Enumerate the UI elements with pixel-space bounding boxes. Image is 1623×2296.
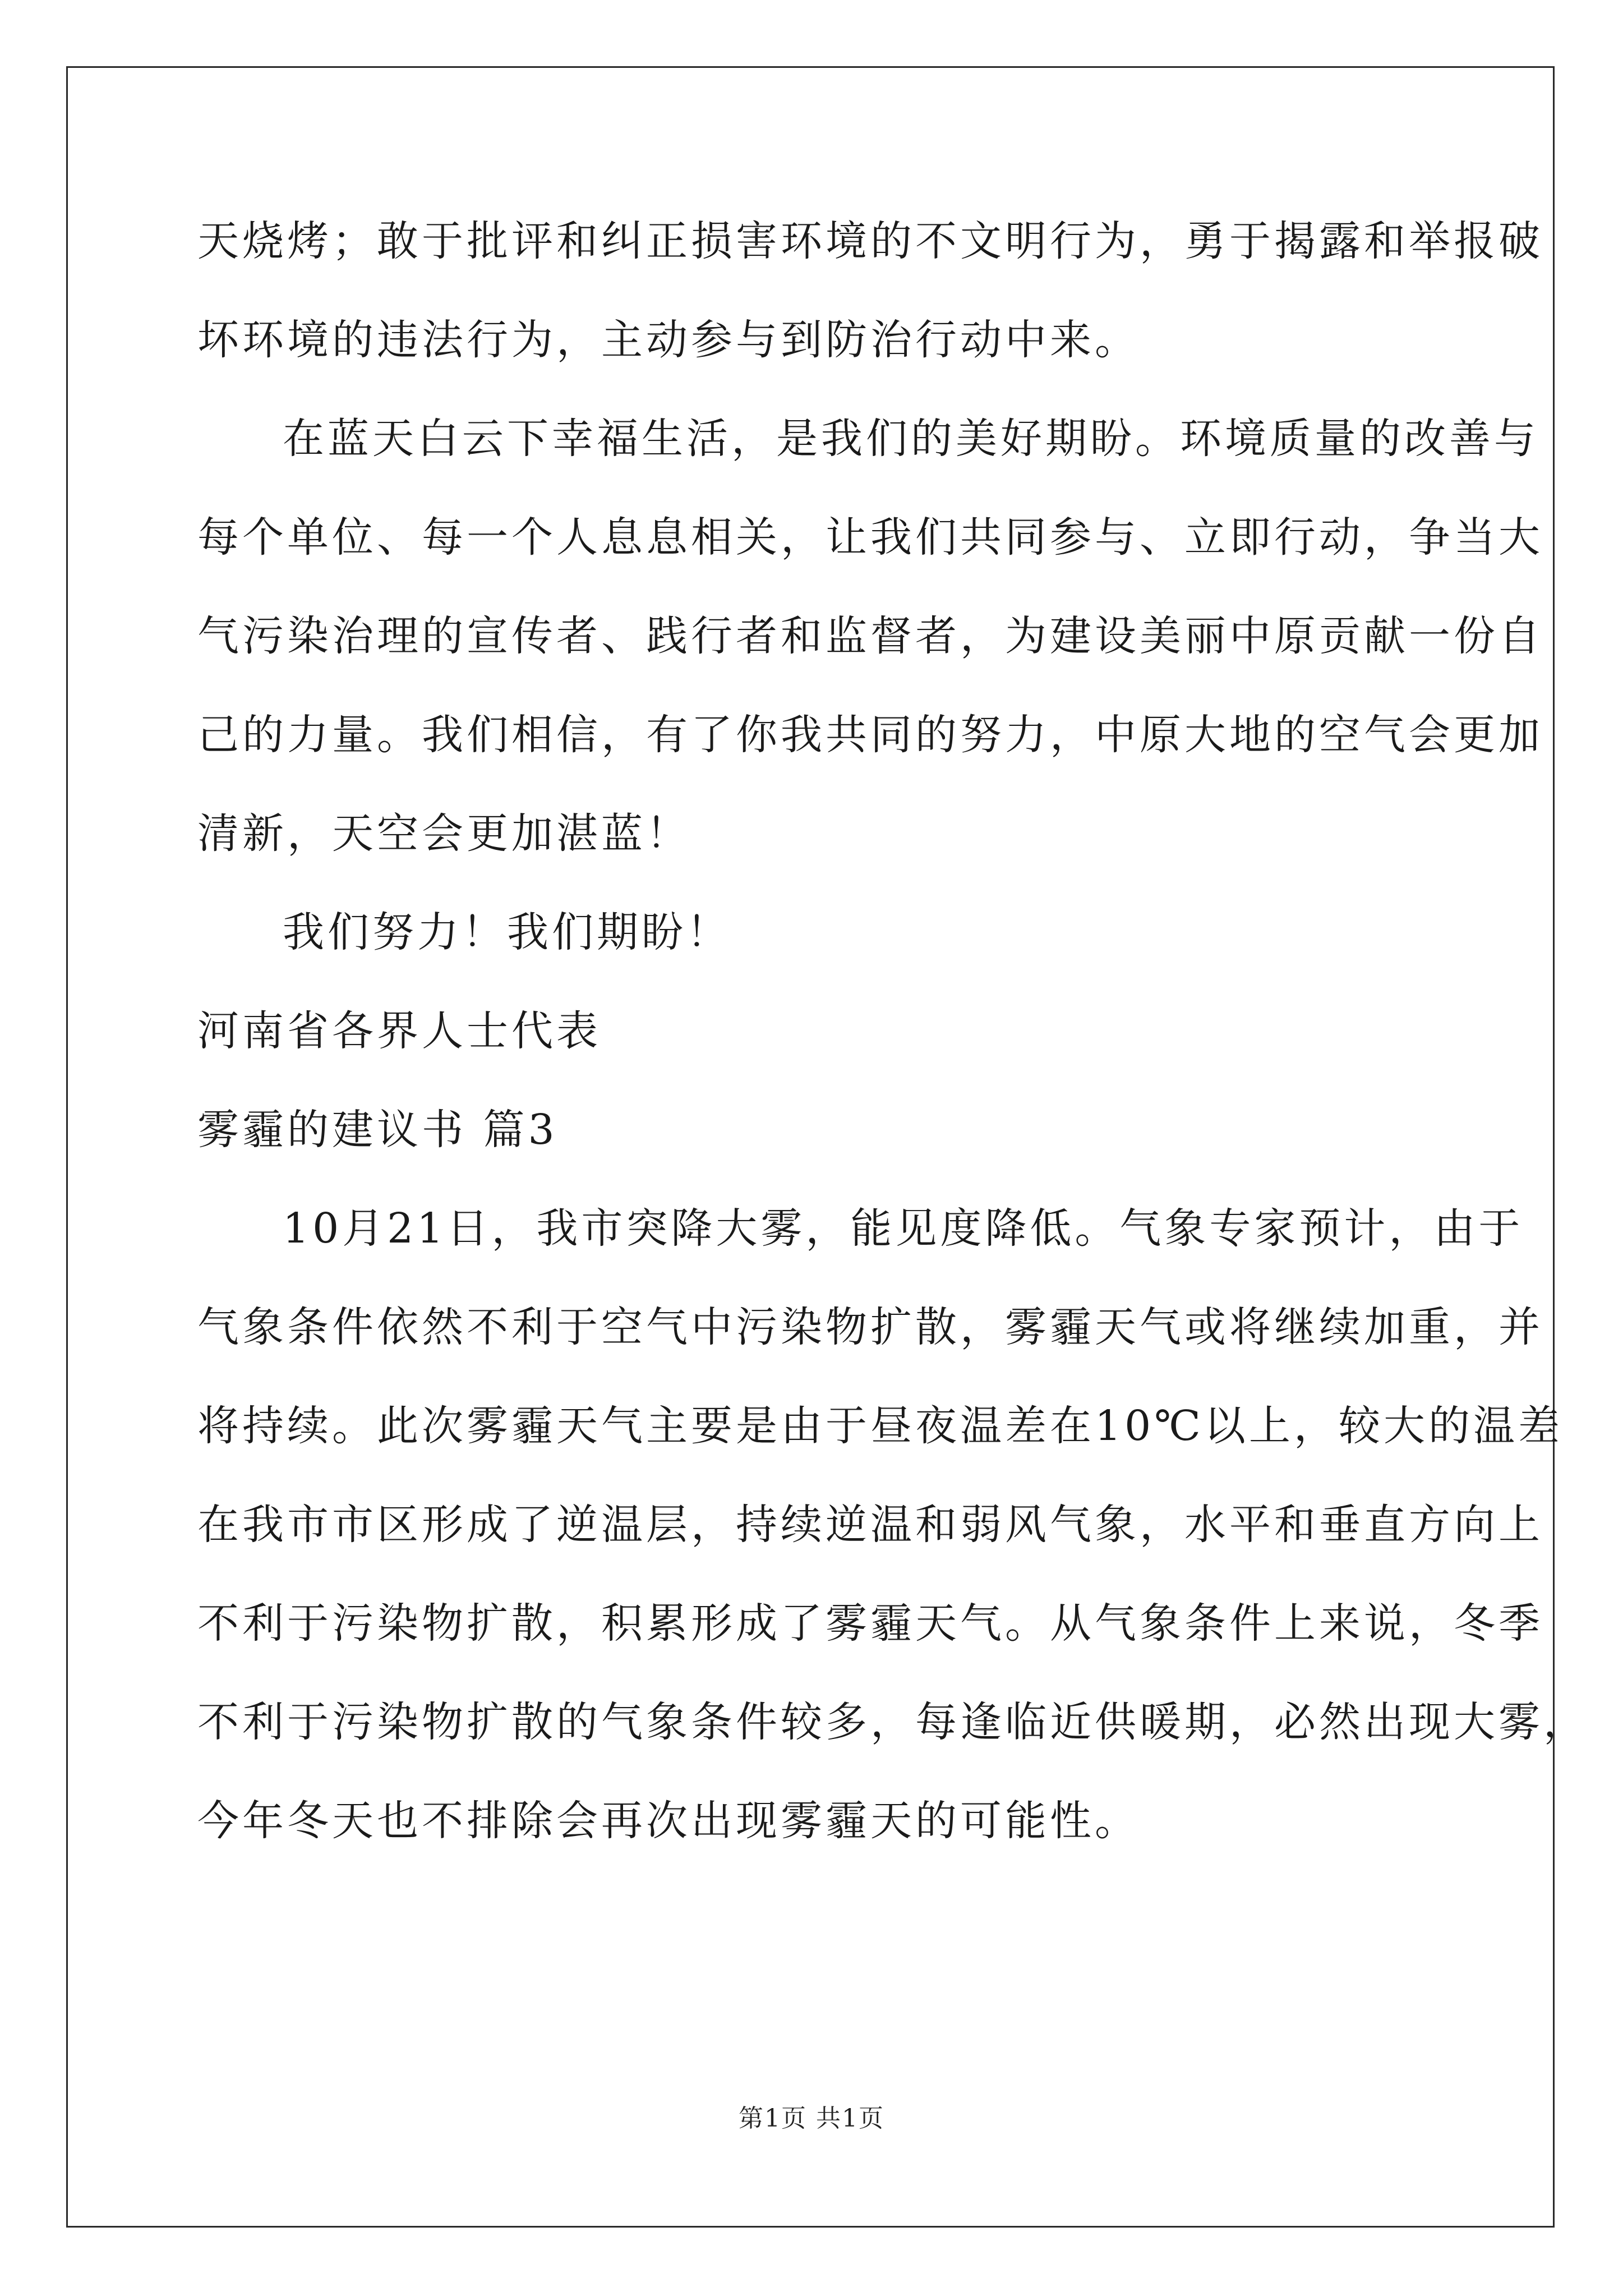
text-line: 己的力量。我们相信，有了你我共同的努力，中原大地的空气会更加 [197, 711, 1543, 759]
text-line: 在我市市区形成了逆温层，持续逆温和弱风气象，水平和垂直方向上 [197, 1501, 1543, 1549]
section-heading: 雾霾的建议书 篇3 [197, 1106, 558, 1154]
paragraph-start: 在蓝天白云下幸福生活，是我们的美好期盼。环境质量的改善与 [283, 415, 1539, 463]
text-line: 天烧烤；敢于批评和纠正损害环境的不文明行为，勇于揭露和举报破 [197, 217, 1543, 265]
document-body [197, 213, 1588, 1892]
text-line: 气象条件依然不利于空气中污染物扩散，雾霾天气或将继续加重，并 [197, 1303, 1543, 1351]
text-line: 清新，天空会更加湛蓝！ [197, 809, 691, 858]
text-line: 坏环境的违法行为，主动参与到防治行动中来。 [197, 316, 1140, 364]
text-line: 今年冬天也不排除会再次出现雾霾天的可能性。 [197, 1797, 1140, 1845]
text-line: 每个单位、每一个人息息相关，让我们共同参与、立即行动，争当大 [197, 513, 1543, 562]
text-line: 将持续。此次雾霾天气主要是由于昼夜温差在10℃以上，较大的温差 [197, 1402, 1563, 1450]
closing-slogan: 我们努力！我们期盼！ [283, 908, 731, 956]
text-line: 气污染治理的宣传者、践行者和监督者，为建设美丽中原贡献一份自 [197, 612, 1543, 660]
text-line: 不利于污染物扩散，积累形成了雾霾天气。从气象条件上来说，冬季 [197, 1599, 1543, 1648]
paragraph-start: 10月21日，我市突降大雾，能见度降低。气象专家预计，由于 [283, 1204, 1524, 1253]
signature: 河南省各界人士代表 [197, 1007, 601, 1055]
page-number: 第1页 共1页 [739, 2104, 884, 2133]
text-line: 不利于污染物扩散的气象条件较多，每逢临近供暖期，必然出现大雾， [197, 1698, 1588, 1746]
